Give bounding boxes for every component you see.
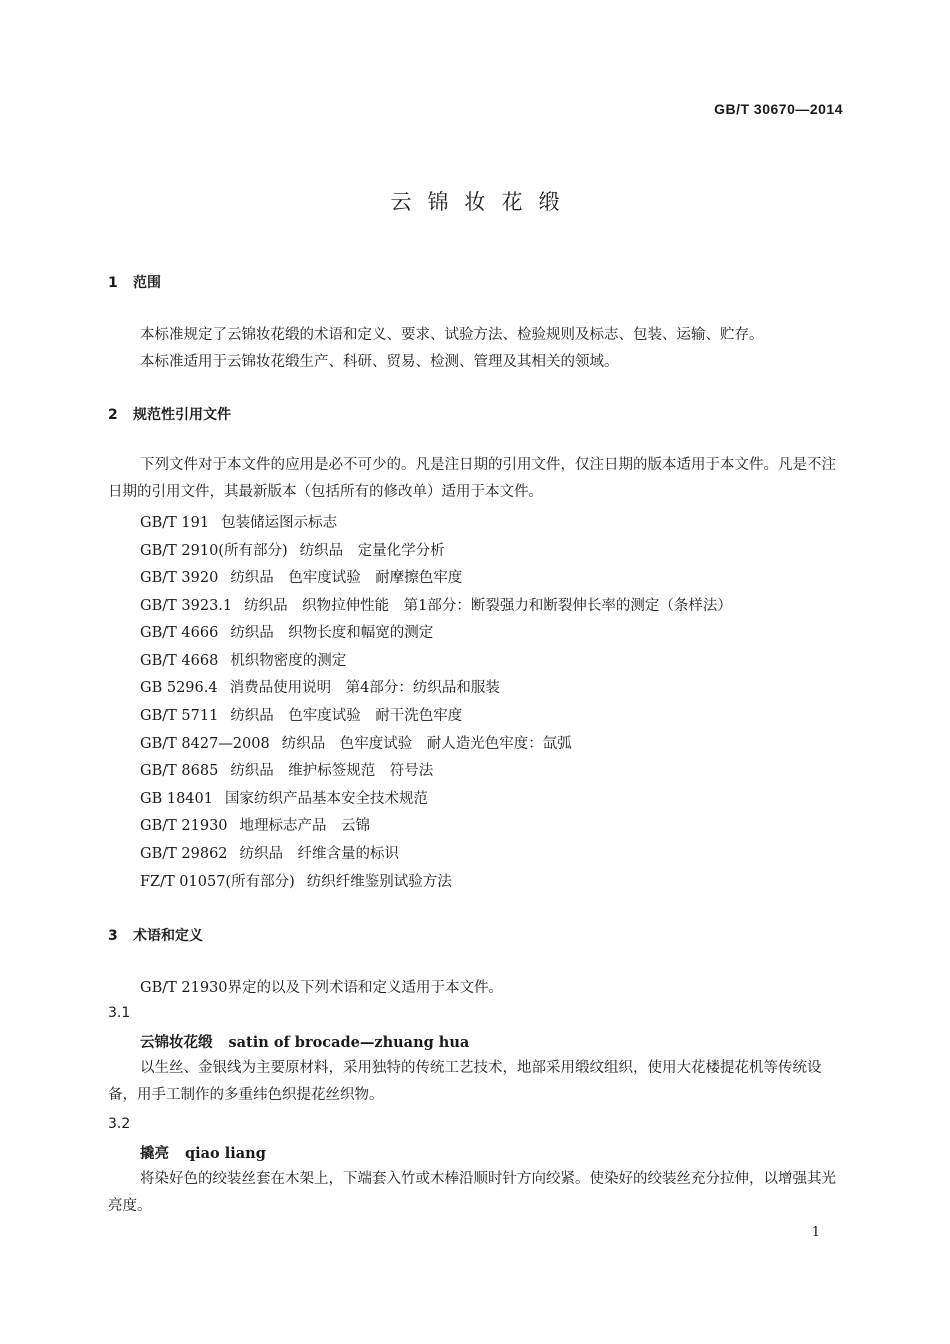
reference-item [140,870,452,891]
section-title: 规范性引用文件 [133,407,231,423]
term-english: satin of brocade—zhuang hua [228,1034,470,1051]
paragraph: 本标准适用于云锦妆花缎生产、科研、贸易、检测、管理及其相关的领域。 [140,354,619,370]
reference-item [140,566,462,587]
reference-code: GB 18401 [140,791,213,807]
reference-title: 包装储运图示标志 [221,515,338,531]
reference-title: 机织物密度的测定 [230,653,347,669]
reference-title: 纺织品 色牢度试验 耐人造光色牢度：氙弧 [281,736,572,752]
section-number: 2 [108,407,118,423]
section-heading-normative-references [108,404,231,424]
section-number: 3 [108,928,118,944]
reference-item [140,621,433,642]
section-title: 术语和定义 [133,928,203,944]
reference-item [140,814,370,835]
term-definition: 将染好色的绞装丝套在木架上，下端套入竹或木棒沿顺时针方向绞紧。使染好的绞装丝充分拉伸，以增强其光亮度。 [108,1171,836,1214]
reference-title: 纺织品 织物拉伸性能 第1部分：断裂强力和断裂伸长率的测定（条样法） [244,598,732,614]
reference-title: 纺织品 定量化学分析 [299,543,445,559]
page-title: 云锦妆花缎 [390,190,576,214]
reference-code: GB/T 2910(所有部分) [140,543,288,559]
reference-item [140,594,732,615]
term-chinese: 云锦妆花缎 [140,1035,213,1051]
section-title: 范围 [133,275,161,291]
term-entry [140,1031,469,1052]
clause-number: 3.2 [108,1116,131,1132]
reference-title: 纺织纤维鉴别试验方法 [306,874,452,890]
reference-item [140,704,462,725]
standard-code: GB/T 30670—2014 [714,101,843,117]
reference-item [140,842,399,863]
reference-code: GB/T 3920 [140,570,219,586]
reference-item [140,787,428,808]
reference-title: 纺织品 色牢度试验 耐摩擦色牢度 [230,570,463,586]
reference-code: FZ/T 01057(所有部分) [140,874,295,890]
reference-code: GB/T 5711 [140,708,219,724]
reference-title: 纺织品 纤维含量的标识 [239,846,400,862]
reference-item [140,676,500,697]
paragraph: 下列文件对于本文件的应用是必不可少的。凡是注日期的引用文件，仅注日期的版本适用于本文件。凡是不注日期的引用文件，其最新版本（包括所有的修改单）适用于本文件。 [108,457,836,500]
reference-code: GB/T 8685 [140,763,219,779]
paragraph: GB/T 21930界定的以及下列术语和定义适用于本文件。 [140,980,504,996]
term-english: qiao liang [185,1145,266,1162]
section-heading-terms-and-definitions [108,925,203,945]
reference-code: GB/T 8427—2008 [140,736,270,752]
reference-title: 纺织品 维护标签规范 符号法 [230,763,434,779]
reference-item [140,649,346,670]
reference-code: GB/T 4668 [140,653,219,669]
reference-code: GB/T 29862 [140,846,228,862]
section-number: 1 [108,275,118,291]
reference-title: 纺织品 色牢度试验 耐干洗色牢度 [230,708,463,724]
reference-item [140,539,445,560]
reference-title: 消费品使用说明 第4部分：纺织品和服装 [229,680,500,696]
term-definition: 以生丝、金银线为主要原材料，采用独特的传统工艺技术，地部采用缎纹组织，使用大花楼提花机等传统设备，用手工制作的多重纬色织提花丝织物。 [108,1060,822,1103]
reference-code: GB 5296.4 [140,680,218,696]
reference-item [140,511,337,532]
reference-code: GB/T 3923.1 [140,598,233,614]
reference-code: GB/T 21930 [140,818,228,834]
term-entry [140,1142,266,1163]
reference-title: 地理标志产品 云锦 [239,818,371,834]
reference-code: GB/T 191 [140,515,210,531]
reference-code: GB/T 4666 [140,625,219,641]
clause-number: 3.1 [108,1005,131,1021]
reference-title: 国家纺织产品基本安全技术规范 [224,791,428,807]
term-chinese: 撬亮 [140,1146,169,1162]
reference-item [140,759,433,780]
reference-title: 纺织品 织物长度和幅宽的测定 [230,625,434,641]
page-number: 1 [811,1225,820,1240]
section-heading-scope [108,272,161,292]
paragraph: 本标准规定了云锦妆花缎的术语和定义、要求、试验方法、检验规则及标志、包装、运输、贮存。 [140,327,764,343]
reference-item [140,732,572,753]
